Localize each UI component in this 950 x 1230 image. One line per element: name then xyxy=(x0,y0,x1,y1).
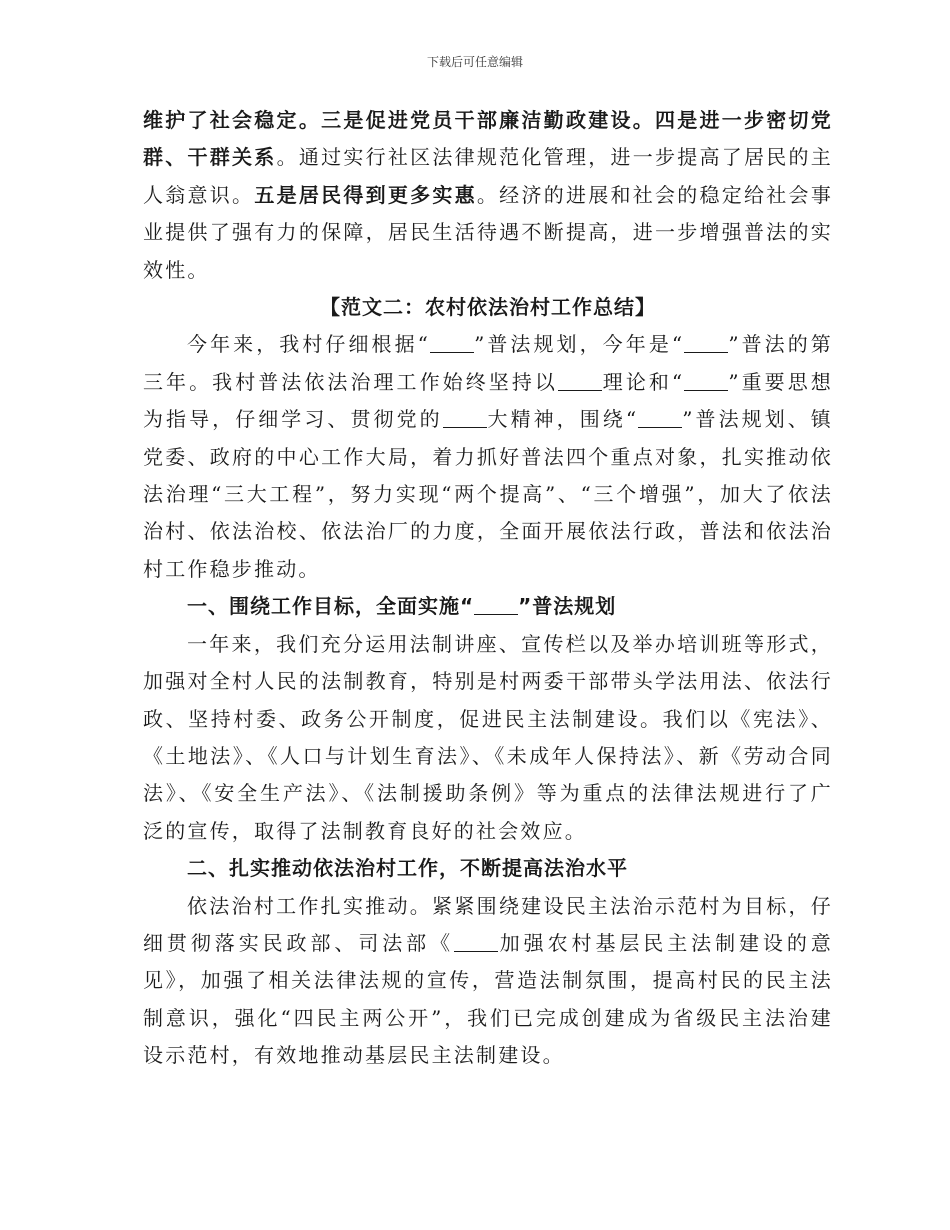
text-run: 。通过实行社区法律规范化管理，进一步提高了居民的主人翁意识。 xyxy=(143,145,833,207)
page-header: 下载后可任意编辑 xyxy=(426,55,523,69)
blank-line xyxy=(684,332,728,353)
blank-line xyxy=(558,370,602,391)
heading-text: 一、围绕工作目标，全面实施“ xyxy=(187,594,475,619)
paragraph-3: 一年来，我们充分运用法制讲座、宣传栏以及举办培训班等形式，加强对全村人民的法制教育，特别是村两委干部带头学法用法、依法行政、坚持村委、政务公开制度，促进民主法制建设。我们以《宪法》、《土地法》、《人口与计划生育法》、《未成年人保持法》、新《劳动合同法》、《安全生产法》、《法制援助条例》等为重点的法律法规进行了广泛的宣传，取得了法制教育良好的社会效应。 xyxy=(143,631,833,843)
heading-1 xyxy=(143,588,833,625)
blank-line xyxy=(638,407,682,428)
text-run: 依法治村工作扎实推动。紧紧围绕建设民主法治示范村为目标，仔细贯彻落实民政部、司法部《 xyxy=(143,893,833,955)
text-run: ”普法规划、镇党委、政府的中心工作大局，着力抓好普法四个重点对象，扎实推动依法治理“三大工程”，努力实现“两个提高”、“三个增强”，加大了依法治村、依法治校、依法治厂的力度，全面开展依法行政，普法和依法治村工作稳步推动。 xyxy=(143,407,833,581)
blank-line xyxy=(443,407,487,428)
text-run: ”重要思想为指导，仔细学习、贯彻党的 xyxy=(143,369,833,432)
heading-text: ”普法规划 xyxy=(518,594,617,619)
blank-line xyxy=(474,594,518,615)
document-body xyxy=(143,102,833,1075)
text-run: ”普法的第三年。我村普法依法治理工作始终坚持以 xyxy=(143,332,833,394)
section-title: 【范文二：农村依法治村工作总结】 xyxy=(320,295,656,320)
text-run: 。经济的进展和社会的稳定给社会事业提供了强有力的保障，居民生活待遇不断提高，进一步增强普法的实效性。 xyxy=(143,182,834,282)
text-run: ”普法规划，今年是“ xyxy=(474,332,685,357)
text-run: 大精神，围绕“ xyxy=(486,407,639,432)
bold-text: 维护了社会稳定。三是促进党员干部廉洁勤政建设。四是进一步密切党群、干群关系 xyxy=(143,108,833,170)
blank-line xyxy=(430,332,474,353)
blank-line xyxy=(454,931,498,952)
text-run: 理论和“ xyxy=(601,369,685,394)
bold-text: 五是居民得到更多实惠 xyxy=(254,182,477,207)
paragraph-2 xyxy=(143,326,833,588)
text-run: 今年来，我村仔细根据“ xyxy=(187,332,431,357)
heading-2: 二、扎实推动依法治村工作，不断提高法治水平 xyxy=(187,856,628,881)
paragraph-4 xyxy=(143,888,833,1075)
blank-line xyxy=(684,370,728,391)
text-run: 加强农村基层民主法制建设的意见》，加强了相关法律法规的宣传，营造法制氛围，提高村民的民主法制意识，强化“四民主两公开”，我们已完成创建成为省级民主法治建设示范村，有效地推动基层民主法制建设。 xyxy=(143,930,833,1068)
paragraph-1 xyxy=(143,102,833,289)
